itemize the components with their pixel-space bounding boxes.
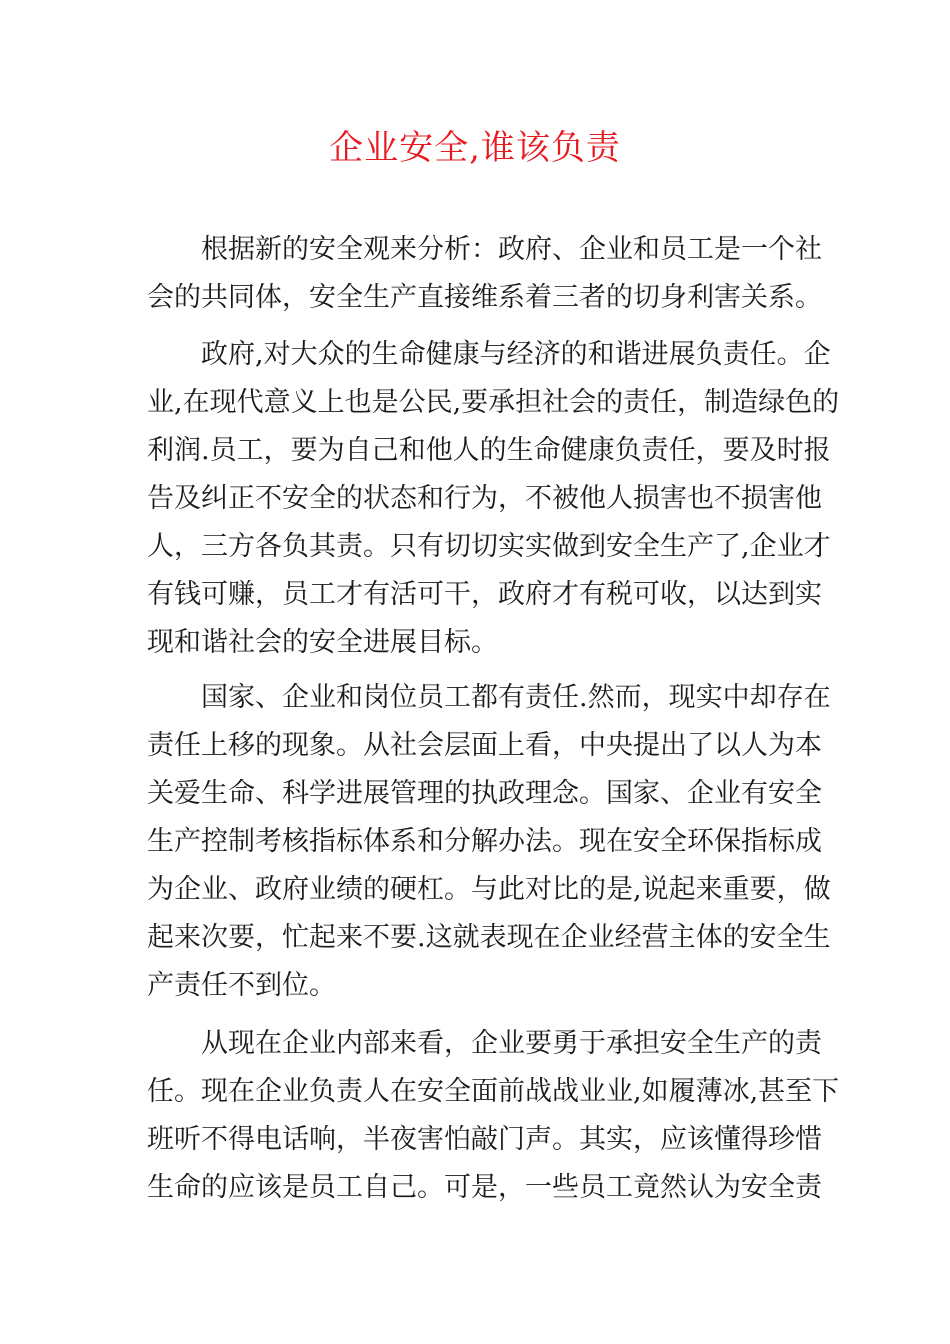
paragraph-2-line-3: 利润.员工，要为自己和他人的生命健康负责任，要及时报: [147, 435, 831, 466]
paragraph-2-line-5: 人，三方各负其责。只有切切实实做到安全生产了,企业才: [147, 531, 831, 562]
paragraph-3-line-1: 国家、企业和岗位员工都有责任.然而，现实中却存在: [201, 682, 831, 713]
paragraph-4-line-4: 生命的应该是员工自己。可是，一些员工竟然认为安全责: [147, 1172, 822, 1203]
paragraph-3-line-4: 生产控制考核指标体系和分解办法。现在安全环保指标成: [147, 826, 822, 857]
paragraph-3-line-2: 责任上移的现象。从社会层面上看，中央提出了以人为本: [147, 730, 822, 761]
paragraph-4-line-2: 任。现在企业负责人在安全面前战战业业,如履薄冰,甚至下: [147, 1076, 840, 1107]
paragraph-1-line-2: 会的共同体，安全生产直接维系着三者的切身利害关系。: [147, 282, 822, 313]
paragraph-3-line-6: 起来次要，忙起来不要.这就表现在企业经营主体的安全生: [147, 922, 831, 953]
paragraph-3-line-3: 关爱生命、科学进展管理的执政理念。国家、企业有安全: [147, 778, 822, 809]
paragraph-2-line-2: 业,在现代意义上也是公民,要承担社会的责任，制造绿色的: [147, 387, 840, 418]
paragraph-2-line-6: 有钱可赚，员工才有活可干，政府才有税可收，以达到实: [147, 579, 822, 610]
document-title: 企业安全,谁该负责: [329, 128, 621, 168]
paragraph-2-line-1: 政府,对大众的生命健康与经济的和谐进展负责任。企: [201, 339, 831, 370]
paragraph-2-line-7: 现和谐社会的安全进展目标。: [147, 627, 498, 658]
paragraph-4-line-1: 从现在企业内部来看，企业要勇于承担安全生产的责: [201, 1028, 822, 1059]
paragraph-1-line-1: 根据新的安全观来分析：政府、企业和员工是一个社: [201, 234, 822, 265]
paragraph-3-line-7: 产责任不到位。: [147, 970, 336, 1001]
paragraph-4-line-3: 班听不得电话响，半夜害怕敲门声。其实，应该懂得珍惜: [147, 1124, 822, 1155]
paragraph-2-line-4: 告及纠正不安全的状态和行为，不被他人损害也不损害他: [147, 483, 822, 514]
paragraph-3-line-5: 为企业、政府业绩的硬杠。与此对比的是,说起来重要，做: [147, 874, 831, 905]
